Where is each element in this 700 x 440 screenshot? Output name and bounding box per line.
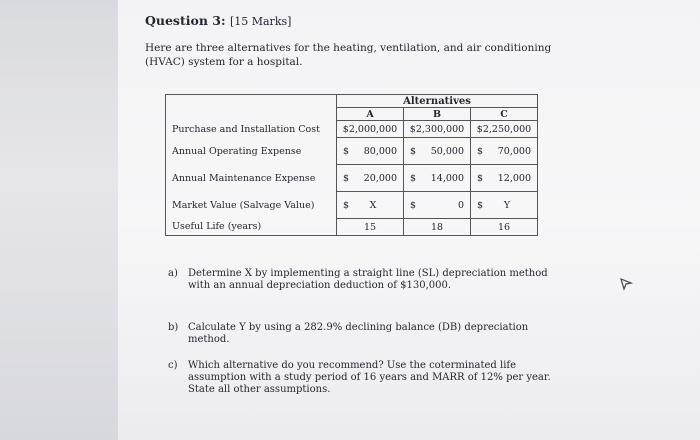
question-marks: [15 Marks]: [229, 15, 292, 28]
row-label: Useful Life (years): [166, 219, 337, 236]
cell-b: $2,300,000: [404, 121, 471, 138]
cell-c: 16: [471, 219, 538, 236]
cell-c: $ Y: [471, 192, 538, 219]
question-intro: Here are three alternatives for the heating, ventilation, and air conditioning (HVAC) system for a hospital.: [145, 42, 552, 68]
cell-a: $2,000,000: [337, 121, 404, 138]
table-corner: [166, 95, 337, 108]
question-label: Question 3:: [145, 13, 226, 28]
table-row: [166, 192, 538, 219]
part-a-tag: a): [168, 268, 178, 279]
part-a: [168, 268, 568, 292]
cell-a: 15: [337, 219, 404, 236]
part-a-text: Determine X by implementing a straight line (SL) depreciation method with an annual depreciation deduction of $130,000.: [188, 268, 548, 291]
part-b-text: Calculate Y by using a 282.9% declining balance (DB) depreciation method.: [188, 322, 529, 345]
table-row: [166, 121, 538, 138]
part-c-tag: c): [168, 360, 178, 371]
part-b-tag: b): [168, 322, 179, 333]
cell-c: $ 12,000: [471, 165, 538, 192]
part-c: [168, 360, 568, 396]
alt-b-header: B: [404, 108, 471, 121]
table-row: [166, 165, 538, 192]
cell-c: $2,250,000: [471, 121, 538, 138]
alt-a-header: A: [337, 108, 404, 121]
cell-c: $ 70,000: [471, 138, 538, 165]
row-label: Annual Operating Expense: [166, 138, 337, 165]
part-c-text: Which alternative do you recommend? Use the coterminated life assumption with a study period of 16 years and MARR of 12% per year. State all other assumptions.: [188, 360, 551, 395]
cell-b: 18: [404, 219, 471, 236]
row-label: Annual Maintenance Expense: [166, 165, 337, 192]
table-row: [166, 219, 538, 236]
row-label: Purchase and Installation Cost: [166, 121, 337, 138]
cell-b: $ 0: [404, 192, 471, 219]
cell-b: $ 50,000: [404, 138, 471, 165]
alternatives-table: [165, 94, 538, 236]
cell-a: $ X: [337, 192, 404, 219]
question-title: [145, 13, 291, 28]
part-b: [168, 322, 568, 346]
alternatives-header: Alternatives: [337, 95, 538, 108]
table-row: [166, 138, 538, 165]
cell-a: $ 80,000: [337, 138, 404, 165]
cell-a: $ 20,000: [337, 165, 404, 192]
alt-c-header: C: [471, 108, 538, 121]
cursor-icon: [619, 277, 633, 291]
cell-b: $ 14,000: [404, 165, 471, 192]
row-label: Market Value (Salvage Value): [166, 192, 337, 219]
